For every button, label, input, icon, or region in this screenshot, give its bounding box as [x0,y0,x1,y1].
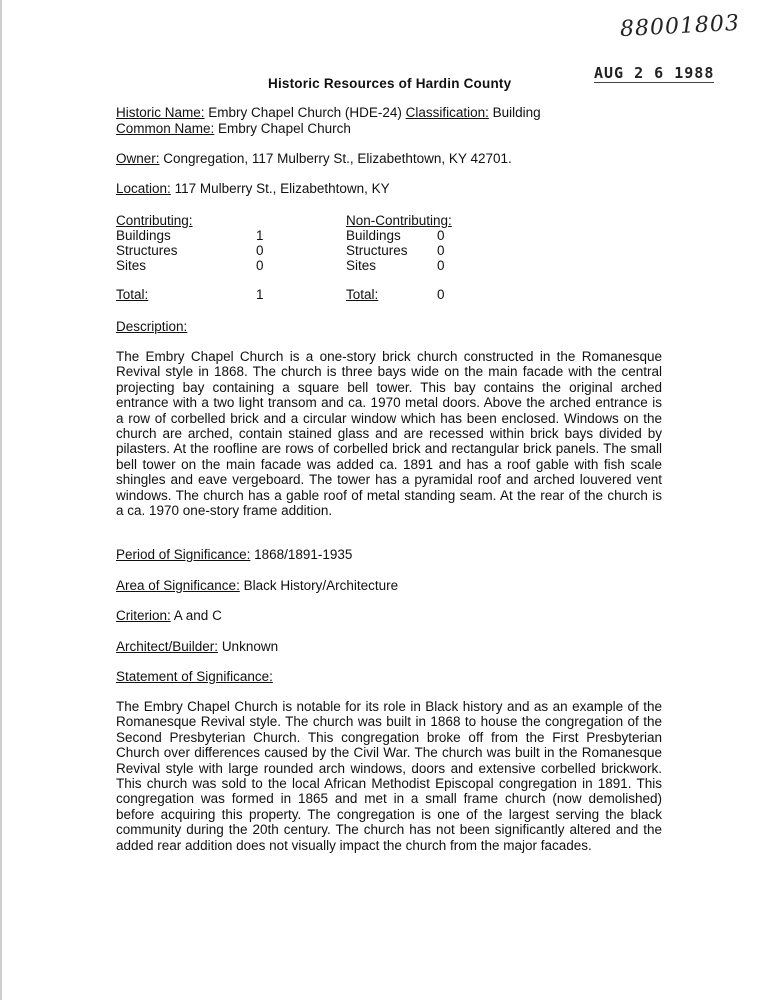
location-value: 117 Mulberry St., Elizabethtown, KY [174,181,390,196]
resource-type: Structures [116,243,178,258]
period-line [116,547,352,562]
architect-line [116,639,278,654]
contributing-row [116,258,286,273]
common-name-value: Embry Chapel Church [218,121,351,136]
period-label: Period of Significance: [116,547,251,562]
area-line [116,578,398,593]
description-paragraph: The Embry Chapel Church is a one-story brick church constructed in the Romanesque Revival style in 1868. The church is three bays wide on the main facade with the central projecting bay containing a square bell tower. This bay contains the original arched entrance with a two light transom and ca. 1970 metal doors. Above the arched entrance is a row of corbelled brick and a circular window which has been enclosed. Windows on the church are arched, contain stained glass and are recessed within brick bays divided by pilasters. At the roofline are rows of corbelled brick and rectangular brick panels. The small bell tower on the main facade was added ca. 1891 and has a roof gable with fish scale shingles and eave vergeboard. The tower has a pyramidal roof and arched louvered vent windows. The church has a gable roof of metal standing seam. At the rear of the church is a ca. 1970 one-story frame addition. [116,349,662,519]
architect-label: Architect/Builder: [116,639,219,654]
owner-label: Owner: [116,151,160,166]
handwritten-reference-number: 88001803 [619,10,741,43]
resource-count: 0 [256,243,264,258]
contributing-row [116,243,286,258]
non-contributing-row [346,258,496,273]
common-name-line [116,121,351,136]
area-value: Black History/Architecture [243,578,399,593]
owner-value: Congregation, 117 Mulberry St., Elizabethtown, KY 42701. [163,151,512,166]
description-heading [116,319,187,334]
period-value: 1868/1891-1935 [254,547,353,562]
received-date-stamp [594,64,714,82]
location-line [116,181,390,196]
non-contributing-row [346,243,496,258]
date-stamp-text: AUG 2 6 1988 [594,64,715,82]
non-contributing-total [346,287,496,302]
statement-paragraph: The Embry Chapel Church is notable for its role in Black history and as an example of the Romanesque Revival style. The church was built in 1868 to house the congregation of the Second Presbyterian Church. This congregation broke off from the First Presbyterian Church over differences caused by the Civil War. The church was built in the Romanesque Revival style with large rounded arch windows, doors and extensive corbelled brickwork. This church was sold to the local African Methodist Episcopal congregation in 1891. This congregation was formed in 1865 and met in a small frame church (now demolished) before acquiring this property. The congregation is one of the largest serving the black community during the 20th century. The church has not been significantly altered and the added rear addition does not visually impact the church from the major facades. [116,699,662,853]
non-contributing-row [346,228,496,243]
criterion-line [116,608,222,623]
historic-name-label: Historic Name: [116,105,205,120]
non-contributing-heading: Non-Contributing: [346,213,452,228]
resource-count: 1 [256,228,264,243]
total-label: Total: [346,287,379,302]
common-name-label: Common Name: [116,121,215,136]
scan-edge [0,0,2,1000]
contributing-resources [116,213,286,302]
resource-count: 0 [437,243,445,258]
location-label: Location: [116,181,171,196]
owner-line [116,151,512,166]
resource-count: 0 [437,258,445,273]
resource-count: 0 [256,258,264,273]
resource-type: Structures [346,243,408,258]
resource-type: Sites [116,258,147,273]
classification-value: Building [492,105,541,120]
resource-type: Sites [346,258,377,273]
total-label: Total: [116,287,149,302]
criterion-label: Criterion: [116,608,171,623]
architect-value: Unknown [221,639,279,654]
total-count: 1 [256,287,264,302]
area-label: Area of Significance: [116,578,240,593]
document-title: Historic Resources of Hardin County [268,76,512,91]
statement-heading [116,669,273,684]
resource-type: Buildings [116,228,171,243]
contributing-total [116,287,286,302]
classification-label: Classification: [405,105,489,120]
contributing-heading: Contributing: [116,213,193,228]
resource-type: Buildings [346,228,401,243]
historic-name-line [116,105,541,120]
description-label: Description: [116,319,188,334]
statement-label: Statement of Significance: [116,669,273,684]
total-count: 0 [437,287,445,302]
historic-name-value: Embry Chapel Church (HDE-24) [208,105,402,120]
non-contributing-resources [346,213,496,302]
contributing-row [116,228,286,243]
criterion-value: A and C [173,608,222,623]
resource-count: 0 [437,228,445,243]
